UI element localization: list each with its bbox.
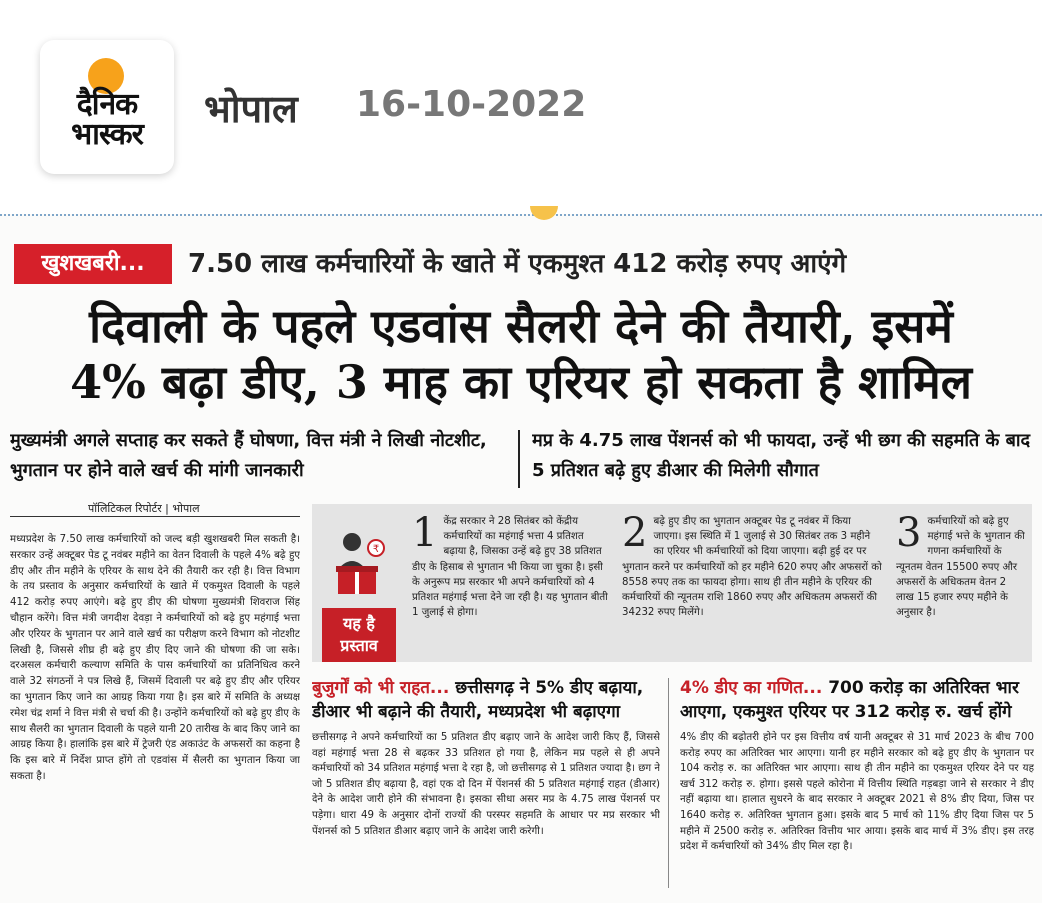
proposal-box bbox=[312, 504, 1032, 662]
kicker-tag: खुशखबरी... bbox=[14, 244, 172, 284]
story-title-red: 4% डीए का गणित... bbox=[680, 678, 823, 698]
dainik-bhaskar-logo bbox=[40, 40, 174, 174]
story-title bbox=[312, 676, 660, 724]
proposal-item-2 bbox=[622, 510, 882, 620]
headline-line-1: दिवाली के पहले एडवांस सैलरी देने की तैयारी, इसमें bbox=[89, 299, 953, 353]
proposal-item-1 bbox=[412, 510, 608, 620]
article-body: मध्यप्रदेश के 7.50 लाख कर्मचारियों को जल्द बड़ी खुशखबरी मिल सकती है। सरकार उन्हें अक्टूबर पेड टू नवंबर महीने का वेतन दिवाली के पहले 4% बढ़े हुए डीए और तीन महीने के एरियर के साथ देने की तैयारी कर रही है। वित्त विभाग के तय प्रस्ताव के अनुसार कर्मचारियों के खाते में एकमुश्त दिवाली के पहले 412 करोड़ रुपए आएंगे। बढ़े हुए डीए की घोषणा मुख्यमंत्री शिवराज सिंह चौहान करेंगे। वित्त मंत्री जगदीश देवड़ा ने कर्मचारियों को बढ़े हुए महंगाई भत्ता और एरियर के भुगतान पर आने वाले खर्च का परीक्षण करने विभाग को नोटशीट लिखी है, जिससे शीघ्र ही बढ़े हुए डीए दिए जाने की घोषणा की जा सके। दरअसल कर्मचारी कल्याण समिति के पास कर्मचारियों का प्रतिनिधित्व करने वाले 32 संगठनों ने पत्र लिखे हैं, जिसमें दिवाली पर बढ़े हुए डीए और एरियर का भुगतान किए जाने का आग्रह किया गया है। इस बारे में समिति के अध्यक्ष रमेश चंद्र शर्मा ने वित्त मंत्री से चर्चा की है। उन्होंने कर्मचारियों को बढ़े हुए डीए के साथ सैलरी का भुगतान दिवाली के पहले यानी 20 तारीख के बाद किए जाने का आग्रह किया है। हालांकि इस बारे में ट्रेजरी एंड अकाउंट के अफसरों का कहना है कि इस बारे में निर्देश प्राप्त होंगे तो एडवांस में सैलरी का भुगतान किया जा सकता है। bbox=[10, 534, 300, 782]
proposal-text: केंद्र सरकार ने 28 सितंबर को केंद्रीय कर्मचारियों का महंगाई भत्ता 4 प्रतिशत बढ़ाया है, जिसका उन्हें बढ़े हुए 38 प्रतिशत डीए के हिसाब से भुगतान भी किया जा चुका है। इसी के अनुरूप मप्र सरकार भी अपने कर्मचारियों को 4 प्रतिशत महंगाई भत्ता देने जा रही है। यह भुगतान बीती 1 जुलाई से होगा। bbox=[412, 516, 608, 619]
edition-city: भोपाल bbox=[204, 87, 298, 131]
story-title-red: बुजुर्गों को भी राहत... bbox=[312, 678, 450, 698]
newspaper-page bbox=[0, 214, 1042, 903]
proposal-text: बढ़े हुए डीए का भुगतान अक्टूबर पेड टू नवंबर में किया जाएगा। इस स्थिति में 1 जुलाई से 30 सितंबर तक 3 महीने का एरियर भी कर्मचारियों को दिया जाएगा। बढ़ी हुई दर पर भुगतान करने पर कर्मचारियों को हर महीने 620 रुपए और अफसरों को 8558 रुपए तक का फायदा होगा। साथ ही तीन महीने के एरियर की कर्मचारियों की न्यूनतम राशि 1860 रुपए और अधिकतम अफसरों की 34232 रुपए मिलेंगे। bbox=[622, 516, 882, 619]
byline-rule bbox=[10, 516, 300, 517]
subheadline-divider bbox=[518, 430, 520, 488]
proposal-number: 2 bbox=[622, 510, 648, 556]
story-title bbox=[680, 676, 1034, 724]
proposal-number: 3 bbox=[896, 510, 922, 556]
subheadline-right: मप्र के 4.75 लाख पेंशनर्स को भी फायदा, उन्हें भी छग की सहमति के बाद 5 प्रतिशत बढ़े हुए डीआर की मिलेगी सौगात bbox=[532, 430, 1031, 481]
edition-date: 16-10-2022 bbox=[356, 84, 587, 125]
svg-text:₹: ₹ bbox=[372, 544, 380, 555]
proposal-item-3 bbox=[896, 510, 1026, 620]
story-da-math bbox=[680, 676, 1034, 896]
story-body: 4% डीए की बढ़ोतरी होने पर इस वित्तीय वर्ष यानी अक्टूबर से 31 मार्च 2023 के बीच 700 करोड़ रुपए का अतिरिक्त भार आएगा। यानी हर महीने सरकार को बढ़े हुए डीए के भुगतान पर 104 करोड़ रु. का अतिरिक्त भार आएगा। साथ ही तीन महीने का एकमुश्त एरियर देने पर यह खर्च 312 करोड़ रु. होगा। इससे पहले कोरोना में वित्तीय स्थिति गड़बड़ा जाने से सरकार ने डीए नहीं बढ़ाया था। हालात सुधरने के बाद सरकार ने अक्टूबर 2021 से 8% डीए दिया, जिस पर 1640 करोड़ रु. अतिरिक्त भुगतान हुआ। इसके बाद 5 मार्च को 11% डीए दिया जिस पर 5 महीने में 2500 करोड़ रु. अतिरिक्त वित्तीय भार आया। इसके बाद मार्च में 3% डीए। इस तरह प्रदेश में कर्मचारियों को 34% डीए मिल रहा है। bbox=[680, 732, 1034, 853]
story-title-text: छत्तीसगढ़ ने 5% डीए बढ़ाया, डीआर भी बढ़ाने की तैयारी, मध्यप्रदेश भी बढ़ाएगा bbox=[312, 678, 644, 722]
story-divider bbox=[668, 678, 669, 888]
subheadline-left: मुख्यमंत्री अगले सप्ताह कर सकते हैं घोषणा, वित्त मंत्री ने लिखी नोटशीट, भुगतान पर होने वाले खर्च की मांगी जानकारी bbox=[10, 430, 487, 481]
sun-ornament-icon bbox=[530, 206, 558, 220]
headline-line-2: 4% बढ़ा डीए, 3 माह का एरियर हो सकता है शामिल bbox=[70, 355, 972, 409]
logo-line-1: दैनिक bbox=[76, 87, 138, 122]
main-headline bbox=[10, 298, 1032, 410]
logo-wordmark bbox=[50, 87, 164, 152]
proposal-number: 1 bbox=[412, 510, 438, 556]
byline: पॉलिटिकल रिपोर्टर | भोपाल bbox=[88, 502, 200, 515]
kicker-line: 7.50 लाख कर्मचारियों के खाते में एकमुश्त 412 करोड़ रुपए आएंगे bbox=[188, 249, 847, 279]
proposal-tag: यह है प्रस्ताव bbox=[322, 608, 396, 662]
story-pensioners bbox=[312, 676, 660, 896]
gift-box-person-icon bbox=[322, 528, 392, 598]
story-title-text: 700 करोड़ का अतिरिक्त भार आएगा, एकमुश्त एरियर पर 312 करोड़ रु. खर्च होंगे bbox=[680, 678, 1019, 722]
logo-line-2: भास्कर bbox=[71, 117, 143, 152]
proposal-text: कर्मचारियों को बढ़े हुए महंगाई भत्ते के भुगतान की गणना कर्मचारियों के न्यूनतम वेतन 15500 रुपए और अफसरों के अधिकतम वेतन 2 लाख 15 हजार रुपए महीने के अनुसार है। bbox=[896, 516, 1025, 619]
story-body: छत्तीसगढ़ ने अपने कर्मचारियों का 5 प्रतिशत डीए बढ़ाए जाने के आदेश जारी किए हैं, जिससे वहां महंगाई भत्ता 28 से बढ़कर 33 प्रतिशत हो गया है, लेकिन मप्र पहले से ही अपने कर्मचारियों को 34 प्रतिशत महंगाई भत्ता दे रहा है, जो छत्तीसगढ़ से 1 प्रतिशत ज्यादा है। छग ने जो 5 प्रतिशत डीए बढ़ाया है, वहां एक दो दिन में पेंशनर्स की 5 प्रतिशत महंगाई राहत (डीआर) देने के आदेश जारी होने की संभावना है। इसका सीधा असर मप्र के 4.75 लाख पेंशनर्स पर पड़ेगा। धारा 49 के अनुसार दोनों राज्यों की परस्पर सहमति के आधार पर मप्र सरकार भी पेंशनर्स को 5 प्रतिशत डीआर बढ़ाए जाने के आदेश जारी करेगी। bbox=[312, 732, 660, 837]
